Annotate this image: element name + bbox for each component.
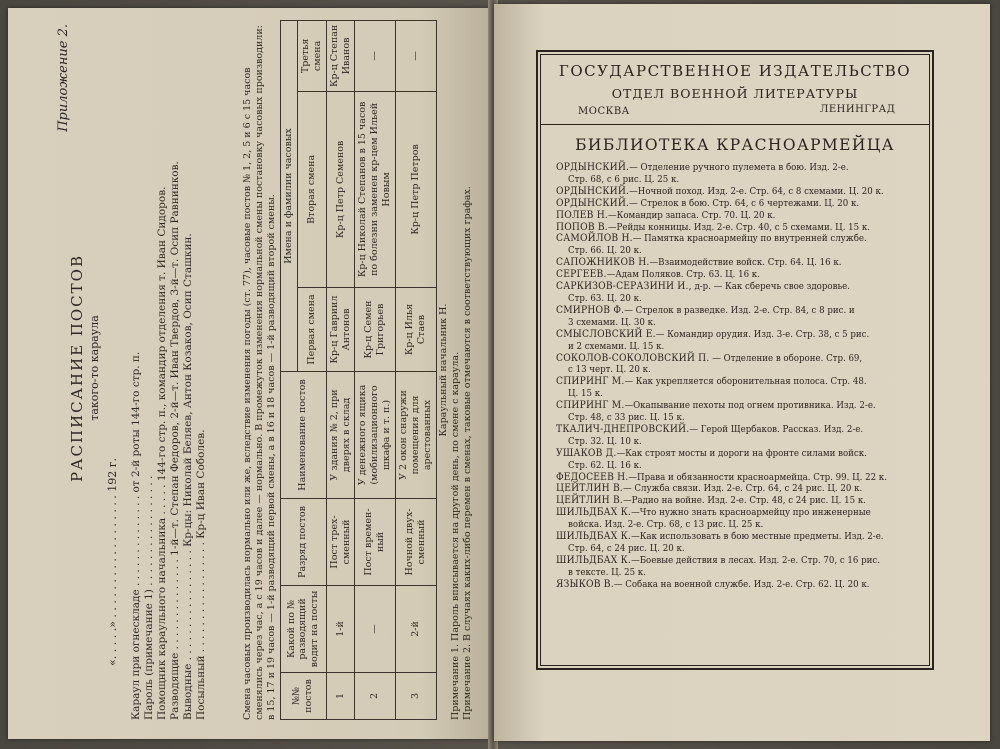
table-row [355,21,396,720]
cell-name: У денежного ящика (мобилизационного шкафа и т. п.) [355,372,396,499]
book-details: войска. Изд. 2-е. Стр. 68, с 13 рис. Ц. 25 к. [568,519,764,531]
book-details: и 2 схемами. Ц. 15 к. [568,340,665,352]
list-item [556,233,918,257]
book-title: — Герой Щербаков. Рассказ. Изд. 2-е. [689,423,864,435]
staff-row: Посыльный . . . . . . . . . . . . . . . . . Кр-ц Иван Соболев. [195,429,207,720]
footnotes [438,20,474,720]
cell-razryad: Пост времен-ный [355,499,396,586]
book-details: 3 схемами. Ц. 30 к. [568,316,656,328]
cell-razv: 1-й [326,586,355,673]
list-item [556,162,918,186]
book-author: СПИРИНГ М. [556,376,625,388]
cell-shift2: Кр-ц Петр Семенов [326,91,355,287]
left-page-rotated-content [10,12,482,724]
book-details: Стр. 63. Ц. 20 к. [568,292,642,304]
book-author: ЦЕЙТЛИН В. [556,483,623,495]
list-item [556,472,918,484]
list-item [556,269,918,281]
schedule-title: РАСПИСАНИЕ ПОСТОВ [68,254,86,482]
book-author: ПОПОВ В. [556,221,608,233]
cell-shift1: Кр-ц Илья Стаев [396,288,437,372]
list-item [556,376,918,400]
book-details: с 13 черт. Ц. 20 к. [568,364,651,376]
cell-shift1: Кр-ц Гавриил Антонов [326,288,355,372]
list-item [556,186,918,198]
book-title: д-р. — Как сберечь свое здоровье. [691,281,850,293]
book-title: — Как укрепляется оборонительная полоса. Стр. 48. [624,376,867,388]
cell-name: У 2 окон снаружи помещения для арестованных [396,372,437,499]
cell-name: У здания № 2, при дверях в склад [326,372,355,499]
book-details: Стр. 62. Ц. 16 к. [568,459,642,471]
list-item [556,483,918,495]
col-header-shift1: Первая смена [297,288,326,372]
book-title: — Служба связи. Изд. 2-е. Стр. 64, с 24 рис. Ц. 20 к. [623,483,863,495]
col-header-razv: Какой по № разводящий водит на посты [281,586,327,673]
cell-shift1: Кр-ц Семен Григорьев [355,288,396,372]
book-title: —Командир запаса. Стр. 70. Ц. 20 к. [608,209,776,221]
book-title: — Стрелок в разведке. Изд. 2-е. Стр. 84, с 8 рис. и [624,304,855,316]
book-author: ЦЕЙТЛИН В. [556,495,623,507]
book-author: САМОЙЛОВ Н. [556,233,633,245]
book-author: ОРДЫНСКИЙ. [556,162,630,173]
book-author: СОКОЛОВ-СОКОЛОВСКИЙ П. [556,352,710,364]
table-row [396,21,437,720]
list-item [556,281,918,305]
library-title: БИБЛИОТЕКА КРАСНОАРМЕЙЦА [575,136,895,154]
signature-line: Караульный начальник Н. [438,303,449,437]
list-item [556,198,918,210]
cell-shift3: — [355,21,396,92]
book-list [556,162,918,591]
book-author: ОРДЫНСКИЙ. [556,197,630,209]
book-details: в тексте. Ц. 25 к. [568,566,646,578]
cell-razv: — [355,586,396,673]
cell-shift3: — [396,21,437,92]
list-item [556,222,918,234]
book-author: ОРДЫНСКИЙ. [556,185,630,197]
book-title: — Собака на военной службе. Изд. 2-е. Стр. 62. Ц. 20 к. [613,578,870,590]
cell-razryad: Пост трех-сменный [326,499,355,586]
book-title: —Радио на войне. Изд. 2-е. Стр. 48, с 24 рис. Ц. 15 к. [623,495,866,507]
book-details: Стр. 32. Ц. 10 к. [568,435,642,447]
col-header-name: Наименование постов [281,372,327,499]
list-item [556,507,918,531]
book-title: —Адам Поляков. Стр. 63. Ц. 16 к. [606,269,760,281]
book-title: —Рейды конницы. Изд. 2-е. Стр. 40, с 5 схемами. Ц. 15 к. [607,221,871,233]
staff-row: Выводные . . . . . . . . . . . . . . . . . Кр-цы: Николай Беляев, Антон Козаков, Осип Сташкин. [182,233,194,720]
book-title: —Ночной поход. Изд. 2-е. Стр. 64, с 8 схемами. Ц. 20 к. [629,185,884,197]
book-title: —Боевые действия в лесах. Изд. 2-е. Стр. 70, с 16 рис. [631,554,881,566]
book-title: —Как строят мосты и дороги на фронте силами войск. [616,447,867,459]
staff-row: Разводящие . . . . . . . . . . . . . . 1-й—т. Степан Федоров, 2-й—т. Иван Твердов, 3-й—т. Осип Равнинков. [169,161,181,720]
posts-table [280,20,437,720]
col-header-shift2: Вторая смена [297,91,326,287]
list-item [556,329,918,353]
list-item [556,305,918,329]
book-title: —Права и обязанности красноармейца. Стр. 99. Ц. 22 к. [628,471,887,483]
book-author: СЕРГЕЕВ. [556,269,607,281]
list-item [556,531,918,555]
staff-row: Караул при огнескладе . . . . . . . . . . . . . . от 2-й роты 144-го стр. п. [130,351,142,720]
staff-row: Пароль (примечание 1) . . . . . . . . . . . . . . . . . [143,475,155,720]
book-title: —Что нужно знать красноармейцу про инженерные [631,507,871,519]
footnote: Примечание 1. Пароль вписывается на другой день, по смене с караула. [449,351,461,720]
city-leningrad: ЛЕНИНГРАД [820,104,896,115]
cell-num: 2 [355,673,396,720]
col-header-razryad: Разряд постов [281,499,327,586]
book-details: Стр. 66. Ц. 20 к. [568,245,642,257]
book-title: —Окапывание пехоты под огнем противника. Изд. 2-е. [624,400,876,412]
book-author: САРКИЗОВ-СЕРАЗИНИ И., [556,281,692,293]
list-item [556,579,918,591]
shift-change-note: Смена часовых производилась нормально или же, вследствие изменения погоды (ст. 77), часовые постов № 1, 2, 5 и 6 с 15 часов сменялись через час, а с 19 часов и далее — нормально. В промежуток изменения нормальной смены постановку часовых производили: в 15, 17 и 19 часов — 1-й разводящий первой смены, а в 16 и 18 часов — 1-й разводящий второй смены. [242,25,277,720]
list-item [556,555,918,579]
table-header-row [281,21,298,720]
book-author: СПИРИНГ М. [556,400,625,412]
book-title: — Отделение ручного пулемета в бою. Изд. 2-е. [629,162,849,173]
book-author: САПОЖНИКОВ Н. [556,257,650,269]
col-header-num: №№ постов [281,673,327,720]
cell-razryad: Ночной двух-сменный [396,499,437,586]
book-author: ЯЗЫКОВ В. [556,578,614,590]
book-title: — Отделение в обороне. Стр. 69, [709,352,863,364]
book-author: СМЫСЛОВСКИЙ Е. [556,328,656,340]
list-item [556,210,918,222]
book-details: Стр. 68, с 6 рис. Ц. 25 к. [568,173,680,185]
book-details: Стр. 64, с 24 рис. Ц. 20 к. [568,543,685,554]
table-row [326,21,355,720]
cell-razv: 2-й [396,586,437,673]
book-title: — Командир орудия. Изд. 3-е. Стр. 38, с 5 рис. [655,328,870,340]
cell-num: 1 [326,673,355,720]
book-author: ПОЛЕВ Н. [556,209,609,221]
list-item [556,400,918,424]
staff-row: Помощник караульного начальника . . . . . 144-го стр. п., командир отделения т. Иван Сидоров. [156,186,168,720]
book-author: ФЕДОСЕЕВ Н. [556,471,629,483]
list-item [556,424,918,448]
cell-num: 3 [396,673,437,720]
col-header-sentries: Имена и фамилии часовых [281,21,298,372]
cell-shift3: Кр-ц Степан Иванов [326,21,355,92]
footnote: Примечание 2. В случаях каких-либо перемен в сменах, таковые отмечаются в соответствующих графах. [461,186,473,720]
book-author: УШАКОВ Д. [556,447,617,459]
appendix-label: Приложение 2. [56,24,71,132]
book-author: ШИЛЬДБАХ К. [556,507,632,519]
book-title: —Взаимодействие войск. Стр. 64. Ц. 16 к. [649,257,842,269]
publisher-name: ГОСУДАРСТВЕННОЕ ИЗДАТЕЛЬСТВО [558,62,912,80]
book-title: —Как использовать в бою местные предметы. Изд. 2-е. [631,531,884,543]
list-item [556,495,918,507]
book-author: ТКАЛИЧ-ДНЕПРОВСКИЙ. [556,423,690,435]
book-author: СМИРНОВ Ф. [556,304,625,316]
book-author: ШИЛЬДБАХ К. [556,531,632,543]
divider [540,124,930,125]
book-title: — Стрелок в бою. Стр. 64, с 6 чертежами. Ц. 20 к. [629,197,860,209]
date-line: «. . . . .» . . . . . . . . . . . . . . . . . . 192 г. [106,457,119,666]
book-details: Стр. 48, с 33 рис. Ц. 15 к. [568,412,685,424]
list-item [556,448,918,472]
cell-shift2: Кр-ц Николай Степанов в 15 часов по болезни заменен кр-цем Ильей Новым [355,91,396,287]
city-moscow: МОСКВА [578,106,630,117]
list-item [556,257,918,269]
list-item [556,353,918,377]
cell-shift2: Кр-ц Петр Петров [396,91,437,287]
department-name: ОТДЕЛ ВОЕННОЙ ЛИТЕРАТУРЫ [611,86,859,101]
book-title: — Памятка красноармейцу по внутренней службе. [632,233,867,245]
guard-staff-list [130,20,208,720]
book-details: Ц. 15 к. [568,388,603,400]
book-author: ШИЛЬДБАХ К. [556,554,632,566]
schedule-subtitle: такого-то караула [88,315,101,421]
col-header-shift3: Третья смена [297,21,326,92]
